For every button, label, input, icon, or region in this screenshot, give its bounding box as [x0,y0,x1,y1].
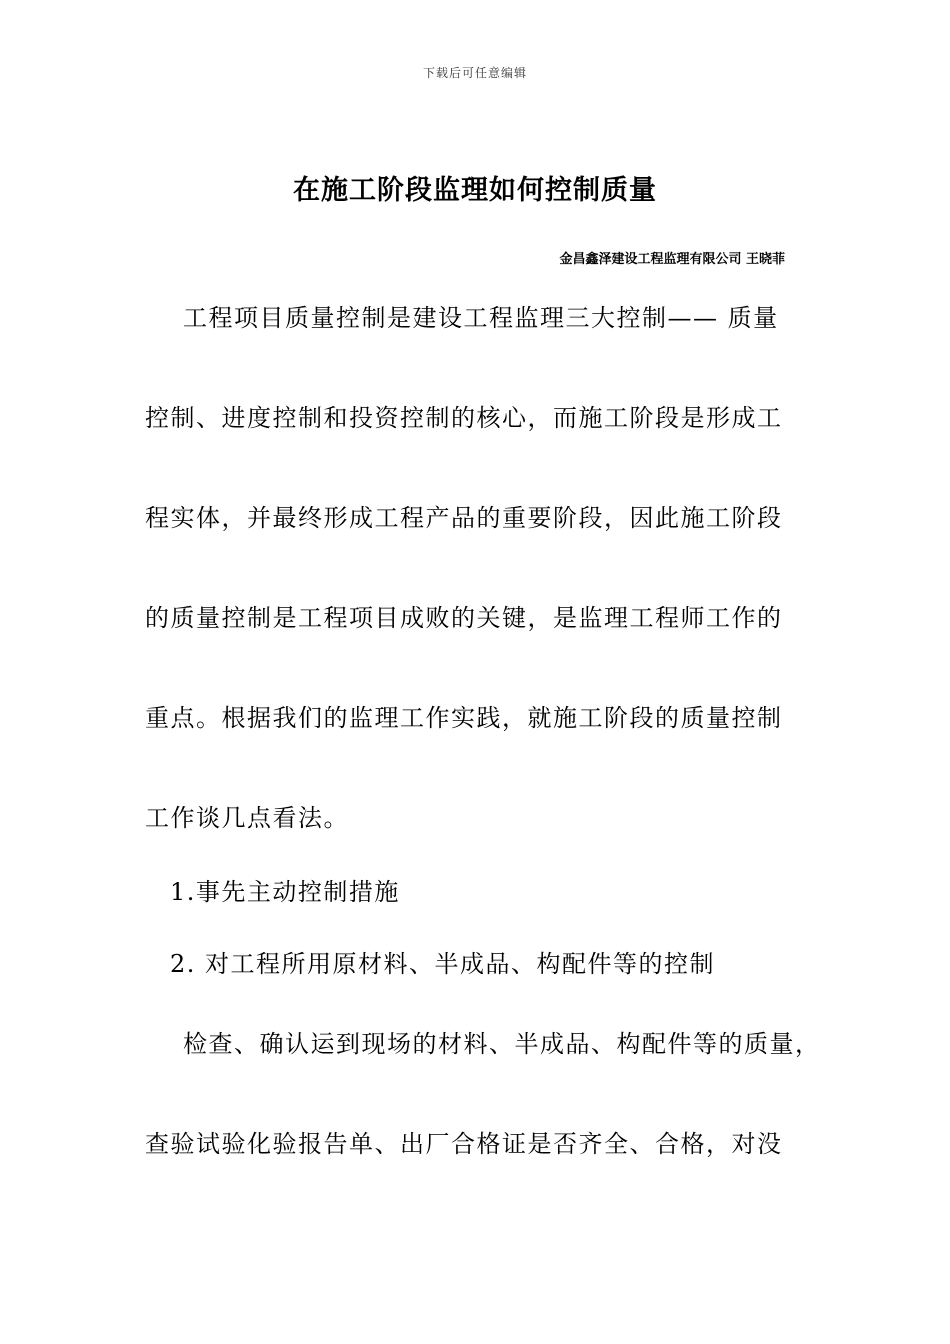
section-heading: 1.事先主动控制措施 [170,878,400,906]
paragraph-line: 重点。根据我们的监理工作实践，就施工阶段的质量控制 [145,704,783,732]
paragraph-line: 程实体，并最终形成工程产品的重要阶段，因此施工阶段 [145,504,783,532]
document-title: 在施工阶段监理如何控制质量 [293,175,657,206]
paragraph-line: 查验试验化验报告单、出厂合格证是否齐全、合格，对没 [145,1130,783,1158]
header-note: 下载后可任意编辑 [422,66,527,80]
paragraph-line: 的质量控制是工程项目成败的关键，是监理工程师工作的 [145,604,783,632]
section-heading: 2. 对工程所用原材料、半成品、构配件等的控制 [170,950,716,978]
paragraph-line: 控制、进度控制和投资控制的核心，而施工阶段是形成工 [145,404,783,432]
paragraph-line: 检查、确认运到现场的材料、半成品、构配件等的质量， [183,1030,821,1058]
author-line: 金昌鑫泽建设工程监理有限公司 王晓菲 [559,252,785,267]
paragraph-line: 工程项目质量控制是建设工程监理三大控制—— 质量 [183,304,779,332]
paragraph-line: 工作谈几点看法。 [145,804,349,832]
